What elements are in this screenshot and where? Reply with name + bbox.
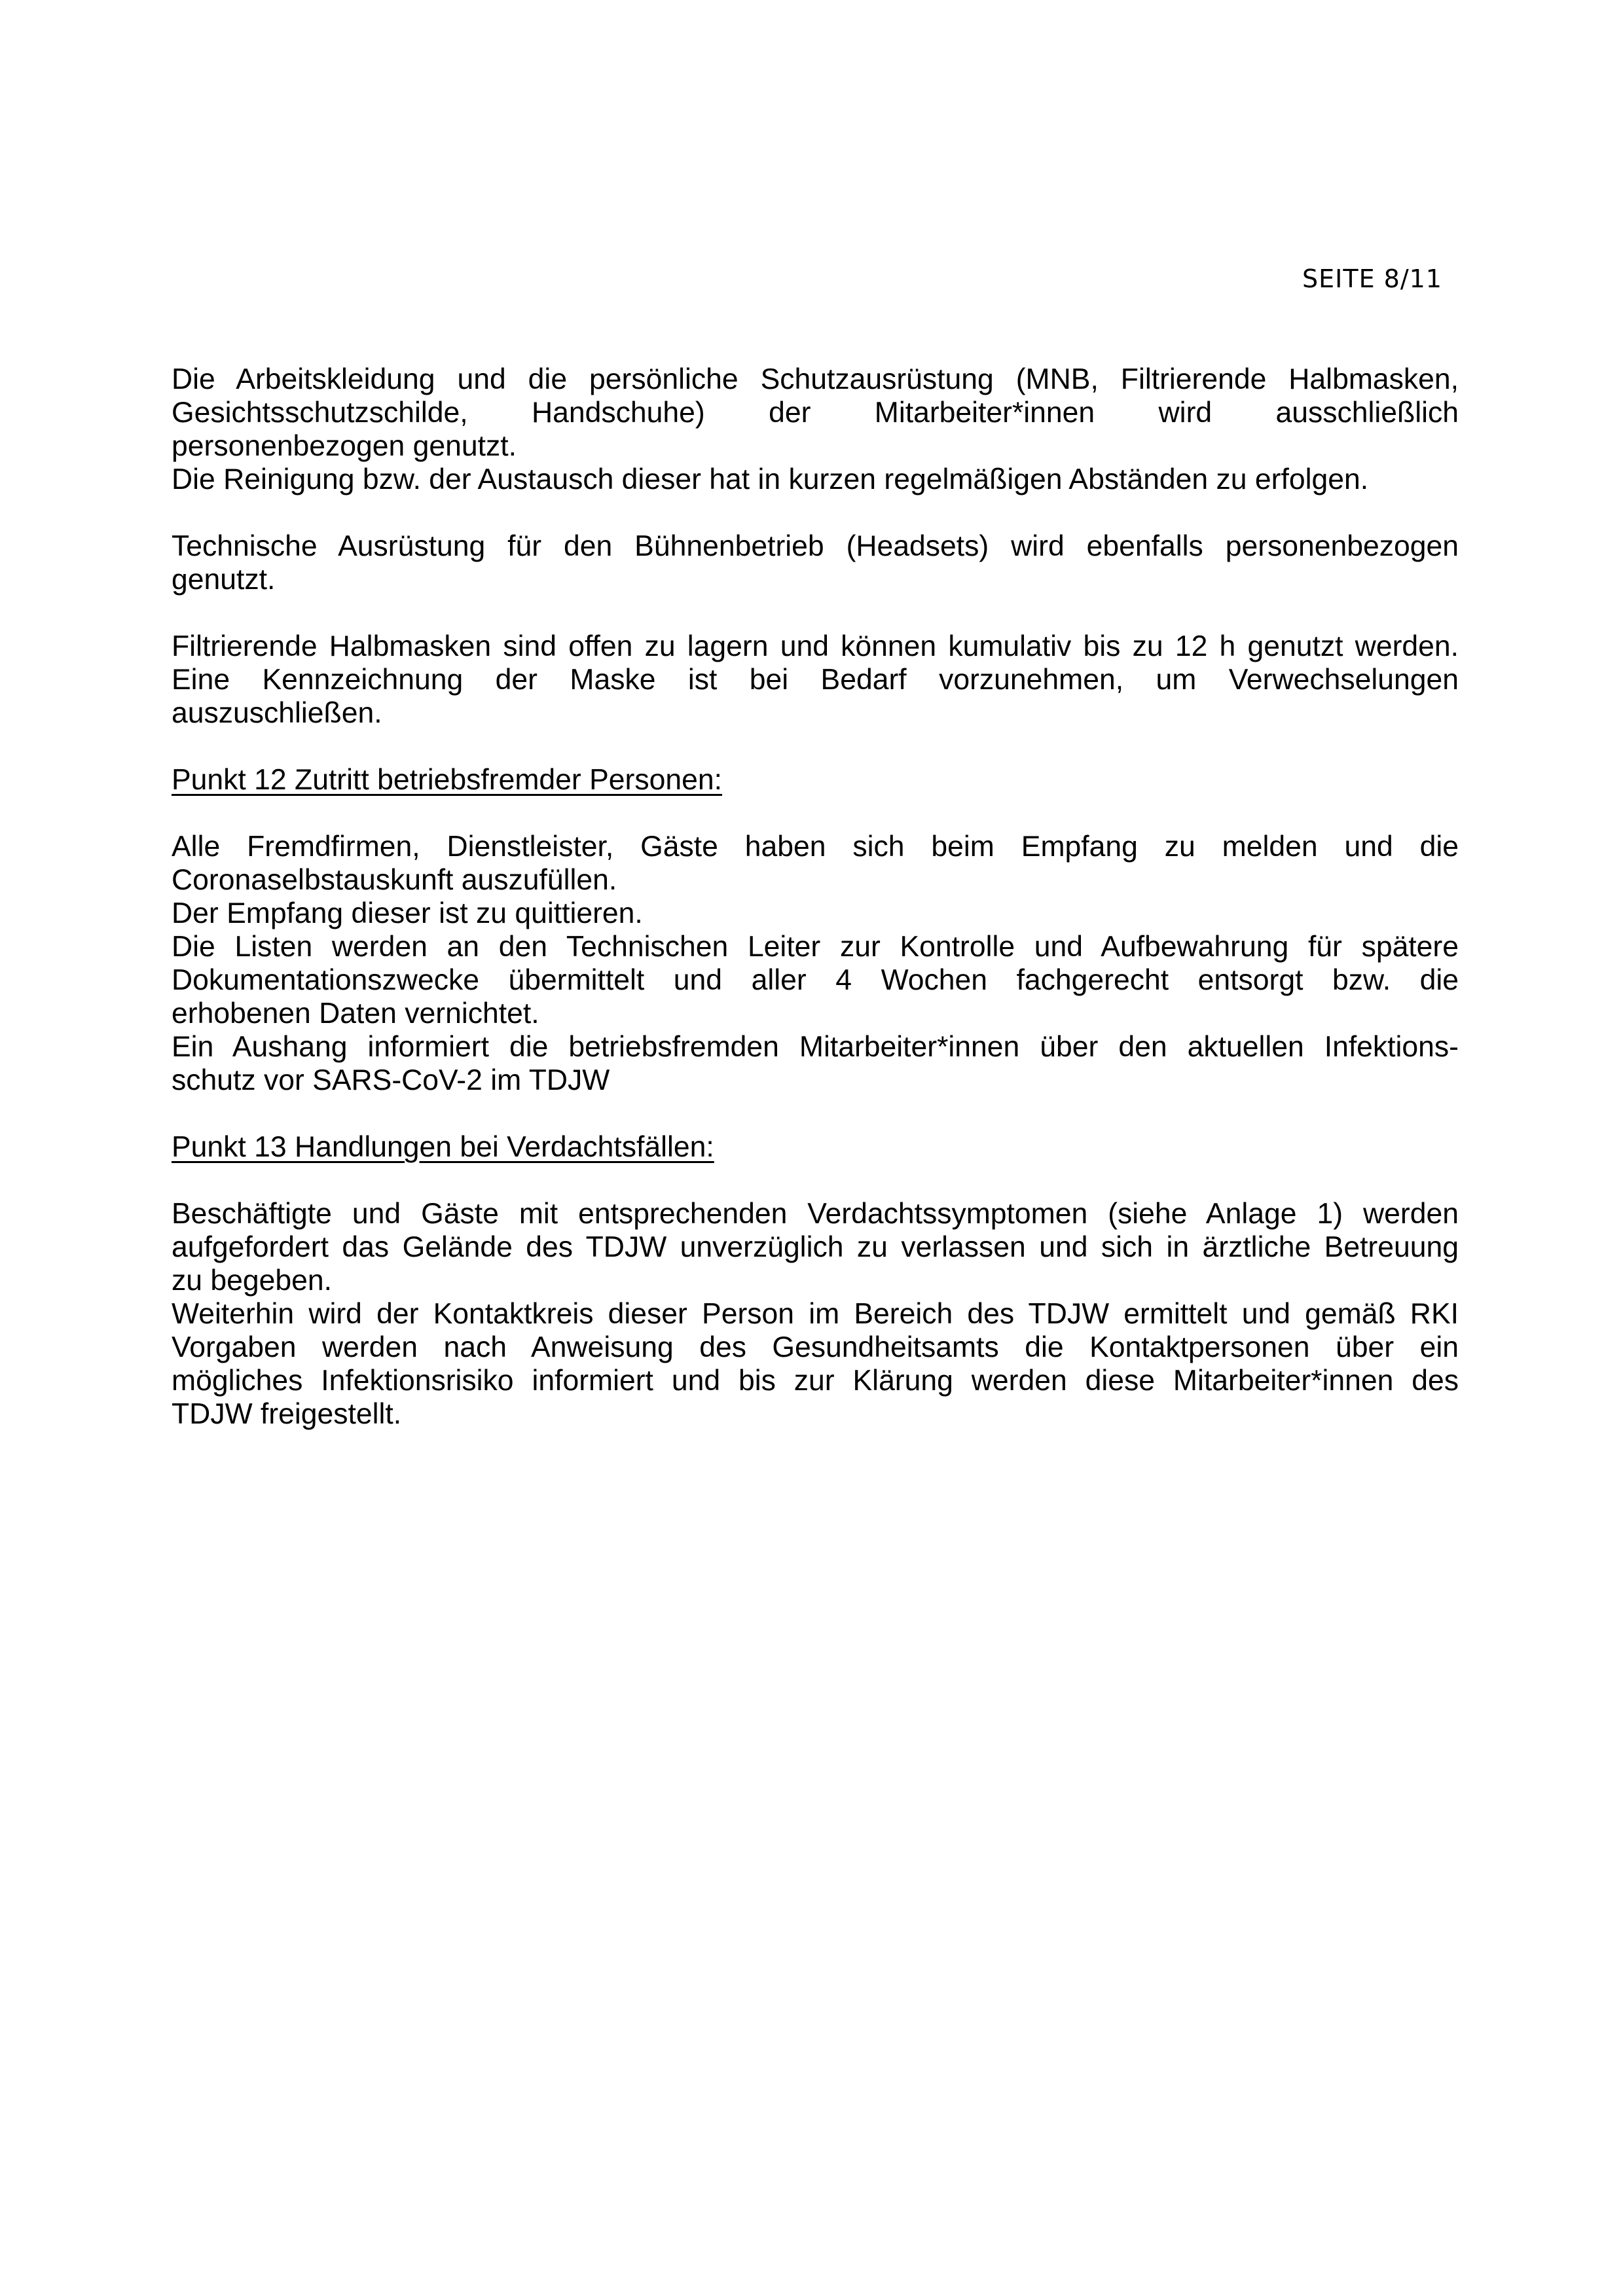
text-line: Eine Kennzeichnung der Maske ist bei Bedarf vorzunehmen, um Verwechselungen bbox=[172, 664, 1459, 696]
point13-heading-block bbox=[172, 1130, 1459, 1164]
text-line: mögliches Infektionsrisiko informiert und bis zur Klärung werden diese Mitarbeiter*innen des bbox=[172, 1365, 1459, 1397]
text-line: auszuschließen. bbox=[172, 697, 382, 729]
text-line: personenbezogen genutzt. bbox=[172, 430, 517, 462]
point13-paragraph bbox=[172, 1197, 1459, 1431]
text-line: Die Reinigung bzw. der Austausch dieser hat in kurzen regelmäßigen Abständen zu erfolgen. bbox=[172, 463, 1369, 495]
text-line: erhobenen Daten vernichtet. bbox=[172, 997, 539, 1030]
text-line: Filtrierende Halbmasken sind offen zu lagern und können kumulativ bis zu 12 h genutzt werden. bbox=[172, 630, 1459, 662]
equipment-paragraph bbox=[172, 363, 1459, 496]
section-heading: Punkt 13 Handlungen bei Verdachtsfällen: bbox=[172, 1131, 714, 1163]
text-line: Der Empfang dieser ist zu quittieren. bbox=[172, 897, 643, 929]
text-line: aufgefordert das Gelände des TDJW unverzüglich zu verlassen und sich in ärztliche Betreuung bbox=[172, 1231, 1459, 1263]
masks-paragraph bbox=[172, 630, 1459, 730]
point12-paragraph bbox=[172, 830, 1459, 1097]
text-line: Gesichtsschutzschilde, Handschuhe) der Mitarbeiter*innen wird ausschließlich bbox=[172, 397, 1459, 429]
text-line: Beschäftigte und Gäste mit entsprechenden Verdachtssymptomen (siehe Anlage 1) werden bbox=[172, 1198, 1459, 1230]
text-line: TDJW freigestellt. bbox=[172, 1398, 402, 1430]
text-line: Weiterhin wird der Kontaktkreis dieser Person im Bereich des TDJW ermittelt und gemäß RKI bbox=[172, 1298, 1459, 1330]
text-line: zu begeben. bbox=[172, 1265, 332, 1297]
technical-paragraph bbox=[172, 529, 1459, 596]
page-number: SEITE 8/11 bbox=[1302, 264, 1442, 293]
text-line: Ein Aushang informiert die betriebsfremden Mitarbeiter*innen über den aktuellen Infektions- bbox=[172, 1031, 1459, 1063]
text-line: Dokumentationszwecke übermittelt und aller 4 Wochen fachgerecht entsorgt bzw. die bbox=[172, 964, 1459, 996]
text-line: schutz vor SARS-CoV-2 im TDJW bbox=[172, 1064, 610, 1096]
text-line: Alle Fremdfirmen, Dienstleister, Gäste haben sich beim Empfang zu melden und die bbox=[172, 831, 1459, 863]
text-line: Technische Ausrüstung für den Bühnenbetrieb (Headsets) wird ebenfalls personenbezogen bbox=[172, 530, 1459, 562]
section-heading: Punkt 12 Zutritt betriebsfremder Personen: bbox=[172, 764, 722, 796]
text-line: Die Arbeitskleidung und die persönliche Schutzausrüstung (MNB, Filtrierende Halbmasken, bbox=[172, 363, 1459, 395]
document-body bbox=[172, 363, 1459, 1464]
text-line: genutzt. bbox=[172, 564, 276, 596]
text-line: Die Listen werden an den Technischen Leiter zur Kontrolle und Aufbewahrung für spätere bbox=[172, 931, 1459, 963]
text-line: Coronaselbstauskunft auszufüllen. bbox=[172, 864, 617, 896]
point12-heading-block bbox=[172, 763, 1459, 797]
text-line: Vorgaben werden nach Anweisung des Gesundheitsamts die Kontaktpersonen über ein bbox=[172, 1331, 1459, 1363]
